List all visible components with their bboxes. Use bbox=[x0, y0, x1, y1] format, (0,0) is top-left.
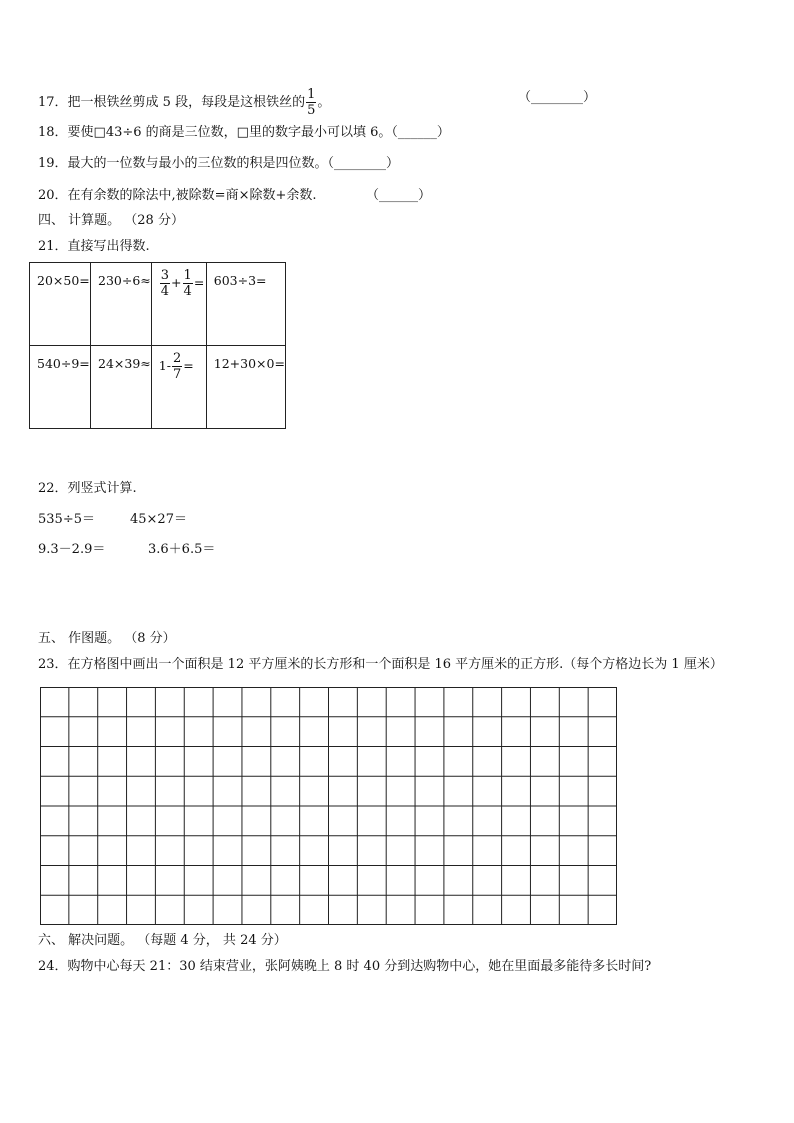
question-17-suffix: 。 bbox=[317, 95, 331, 110]
one-minus: 1- bbox=[158, 358, 171, 373]
calc-cell-fraction-sum[interactable] bbox=[151, 263, 206, 346]
calc-cell[interactable]: 603÷3= bbox=[206, 263, 285, 346]
calc-row-2 bbox=[30, 346, 286, 429]
vertical-calc-4: 3.6＋6.5＝ bbox=[148, 542, 216, 557]
section-5-title: 五、 作图题。 （8 分） bbox=[38, 631, 176, 646]
equals-sign: = bbox=[193, 275, 205, 290]
fraction-one-fifth bbox=[306, 88, 316, 117]
plus-sign: + bbox=[171, 275, 182, 290]
fraction-denominator: 4 bbox=[183, 284, 192, 299]
vertical-calc-2: 45×27＝ bbox=[130, 512, 187, 527]
calc-table bbox=[29, 262, 286, 429]
question-21-title: 21．直接写出得数. bbox=[38, 239, 150, 254]
section-6-title: 六、 解决问题。 （每题 4 分， 共 24 分） bbox=[38, 933, 287, 948]
question-18: 18．要使□43÷6 的商是三位数，□里的数字最小可以填 6。（______） bbox=[38, 125, 450, 140]
fraction-denominator: 7 bbox=[172, 367, 182, 382]
fraction-one-quarter bbox=[183, 269, 193, 298]
fraction-denominator: 5 bbox=[307, 103, 316, 118]
question-20: 20．在有余数的除法中,被除数=商×除数+余数. bbox=[38, 188, 317, 203]
answer-blank-17[interactable]: （________） bbox=[518, 90, 597, 105]
section-4-title: 四、 计算题。 （28 分） bbox=[38, 213, 184, 228]
vertical-calc-1: 535÷5＝ bbox=[38, 512, 95, 527]
fraction-denominator: 4 bbox=[160, 284, 170, 299]
calc-cell-fraction-sub[interactable] bbox=[151, 346, 206, 429]
question-23: 23．在方格图中画出一个面积是 12 平方厘米的长方形和一个面积是 16 平方厘米的正方形.（每个方格边长为 1 厘米） bbox=[38, 657, 723, 672]
equals-sign: = bbox=[183, 358, 194, 373]
question-17 bbox=[38, 88, 330, 117]
calc-cell[interactable]: 12+30×0= bbox=[206, 346, 285, 429]
fraction-three-quarters bbox=[160, 269, 170, 298]
fraction-numerator: 2 bbox=[172, 351, 182, 366]
question-19: 19．最大的一位数与最小的三位数的积是四位数。（________） bbox=[38, 156, 400, 171]
question-22-title: 22．列竖式计算. bbox=[38, 481, 137, 496]
fraction-numerator: 3 bbox=[160, 268, 170, 283]
calc-cell[interactable]: 20×50= bbox=[30, 263, 91, 346]
calc-cell[interactable]: 24×39≈ bbox=[91, 346, 152, 429]
vertical-calc-3: 9.3－2.9＝ bbox=[38, 542, 106, 557]
fraction-numerator: 1 bbox=[183, 268, 192, 283]
calc-cell[interactable]: 230÷6≈ bbox=[91, 263, 152, 346]
square-grid[interactable] bbox=[40, 687, 617, 925]
calc-row-1 bbox=[30, 263, 286, 346]
calc-cell[interactable]: 540÷9= bbox=[30, 346, 91, 429]
fraction-two-sevenths bbox=[172, 352, 182, 381]
fraction-numerator: 1 bbox=[307, 87, 316, 102]
question-24: 24．购物中心每天 21：30 结束营业，张阿姨晚上 8 时 40 分到达购物中心，她在里面最多能待多长时间? bbox=[38, 959, 652, 974]
question-17-text: 17．把一根铁丝剪成 5 段，每段是这根铁丝的 bbox=[38, 95, 306, 110]
answer-blank-20[interactable]: （______） bbox=[366, 188, 432, 203]
